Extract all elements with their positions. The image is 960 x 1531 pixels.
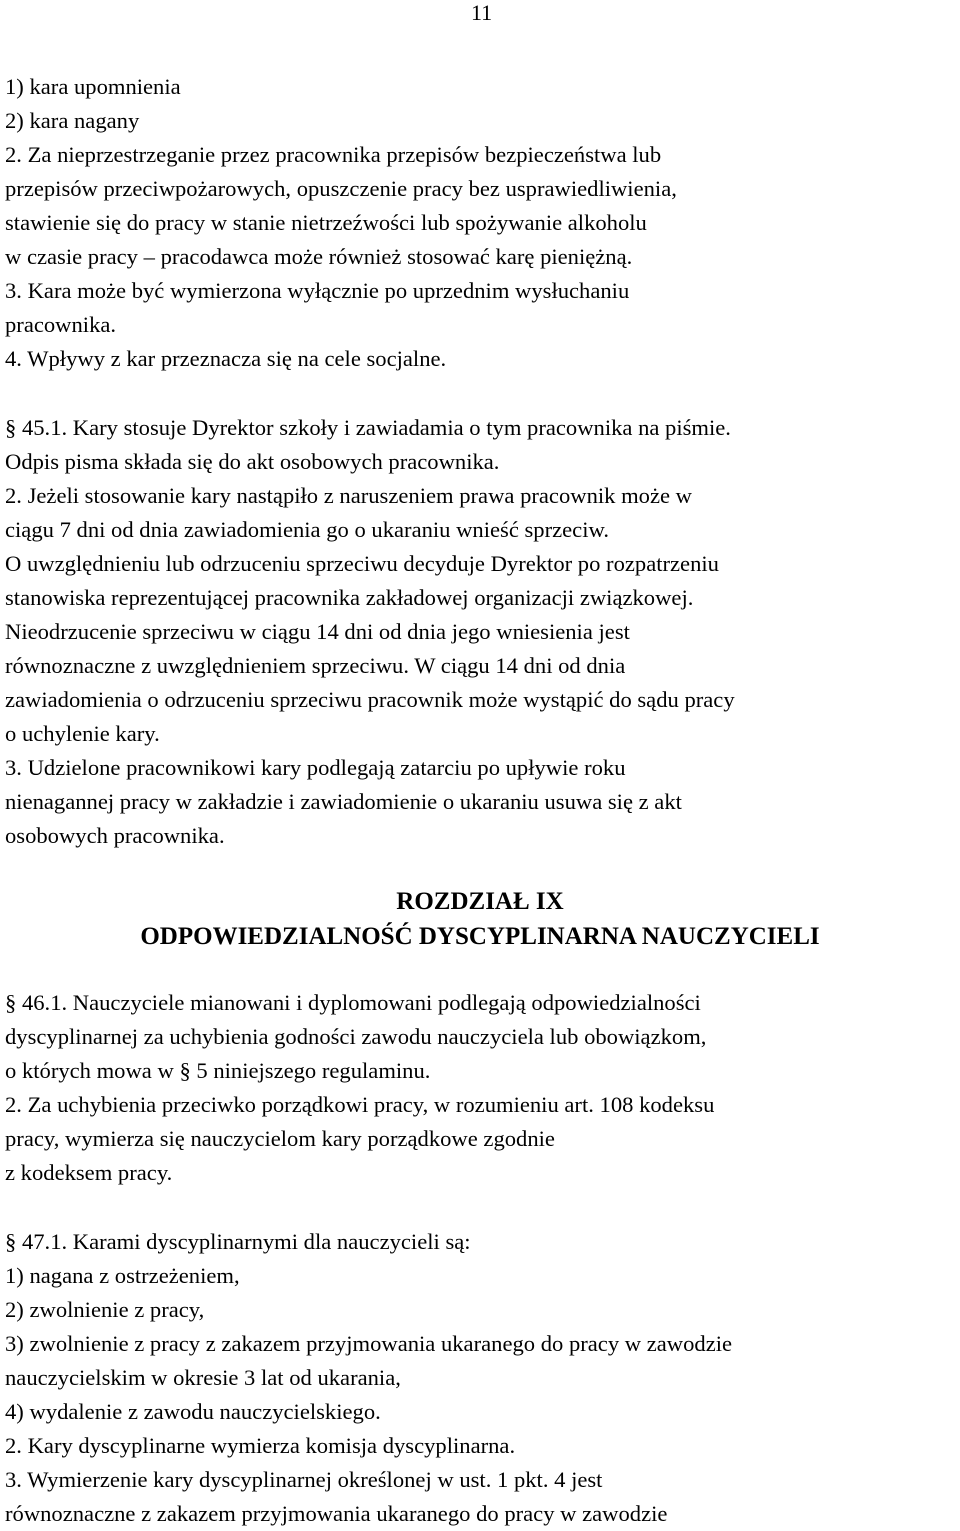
paragraph-line: z kodeksem pracy. (5, 1160, 173, 1185)
paragraph-line: ciągu 7 dni od dnia zawiadomienia go o ukaraniu wnieść sprzeciw. (5, 517, 609, 542)
paragraph-line: o których mowa w § 5 niniejszego regulaminu. (5, 1058, 431, 1083)
paragraph-line: 3. Wymierzenie kary dyscyplinarnej określonej w ust. 1 pkt. 4 jest (5, 1467, 603, 1492)
paragraph-line: Nieodrzucenie sprzeciwu w ciągu 14 dni od dnia jego wniesienia jest (5, 619, 630, 644)
paragraph-line: 3. Kara może być wymierzona wyłącznie po uprzednim wysłuchaniu (5, 278, 630, 303)
paragraph-line: 2. Jeżeli stosowanie kary nastąpiło z naruszeniem prawa pracownik może w (5, 483, 692, 508)
list-item: 1) nagana z ostrzeżeniem, (5, 1263, 240, 1288)
paragraph-line: pracownika. (5, 312, 117, 337)
chapter-title-heading: ODPOWIEDZIALNOŚĆ DYSCYPLINARNA NAUCZYCIELI (140, 923, 820, 950)
paragraph-line: stanowiska reprezentującej pracownika zakładowej organizacji związkowej. (5, 585, 694, 610)
paragraph-line: równoznaczne z uwzględnieniem sprzeciwu. W ciągu 14 dni od dnia (5, 653, 626, 678)
paragraph-line: o uchylenie kary. (5, 721, 160, 746)
paragraph-line: stawienie się do pracy w stanie nietrzeźwości lub spożywanie alkoholu (5, 210, 647, 235)
paragraph-line: 2. Za uchybienia przeciwko porządkowi pracy, w rozumieniu art. 108 kodeksu (5, 1092, 715, 1117)
paragraph-line: 3. Udzielone pracownikowi kary podlegają zatarciu po upływie roku (5, 755, 626, 780)
paragraph-line: osobowych pracownika. (5, 823, 225, 848)
paragraph-line: O uwzględnieniu lub odrzuceniu sprzeciwu decyduje Dyrektor po rozpatrzeniu (5, 551, 719, 576)
paragraph-line: przepisów przeciwpożarowych, opuszczenie pracy bez usprawiedliwienia, (5, 176, 677, 201)
list-item: 4) wydalenie z zawodu nauczycielskiego. (5, 1399, 381, 1424)
paragraph-line: nienagannej pracy w zakładzie i zawiadomienie o ukaraniu usuwa się z akt (5, 789, 682, 814)
section-47-line: § 47.1. Karami dyscyplinarnymi dla nauczycieli są: (5, 1229, 471, 1254)
paragraph-line: w czasie pracy – pracodawca może również stosować karę pieniężną. (5, 244, 633, 269)
list-item: 2) zwolnienie z pracy, (5, 1297, 205, 1322)
paragraph-line: pracy, wymierza się nauczycielom kary porządkowe zgodnie (5, 1126, 555, 1151)
page-number: 11 (471, 0, 493, 25)
list-item-reprimand: 1) kara upomnienia (5, 74, 181, 99)
list-item-reproof: 2) kara nagany (5, 108, 140, 133)
paragraph-line: 4. Wpływy z kar przeznacza się na cele socjalne. (5, 346, 447, 371)
paragraph-line: równoznaczne z zakazem przyjmowania ukaranego do pracy w zawodzie (5, 1501, 668, 1526)
section-45-line: § 45.1. Kary stosuje Dyrektor szkoły i zawiadamia o tym pracownika na piśmie. (5, 415, 731, 440)
paragraph-line: 2. Kary dyscyplinarne wymierza komisja dyscyplinarna. (5, 1433, 516, 1458)
paragraph-line: zawiadomienia o odrzuceniu sprzeciwu pracownik może wystąpić do sądu pracy (5, 687, 735, 712)
paragraph-line: 2. Za nieprzestrzeganie przez pracownika przepisów bezpieczeństwa lub (5, 142, 662, 167)
paragraph-line: Odpis pisma składa się do akt osobowych pracownika. (5, 449, 500, 474)
paragraph-line: dyscyplinarnej za uchybienia godności zawodu nauczyciela lub obowiązkom, (5, 1024, 707, 1049)
chapter-number-heading: ROZDZIAŁ IX (396, 888, 564, 915)
section-46-line: § 46.1. Nauczyciele mianowani i dyplomowani podlegają odpowiedzialności (5, 990, 701, 1015)
paragraph-line: nauczycielskim w okresie 3 lat od ukarania, (5, 1365, 401, 1390)
list-item: 3) zwolnienie z pracy z zakazem przyjmowania ukaranego do pracy w zawodzie (5, 1331, 733, 1356)
